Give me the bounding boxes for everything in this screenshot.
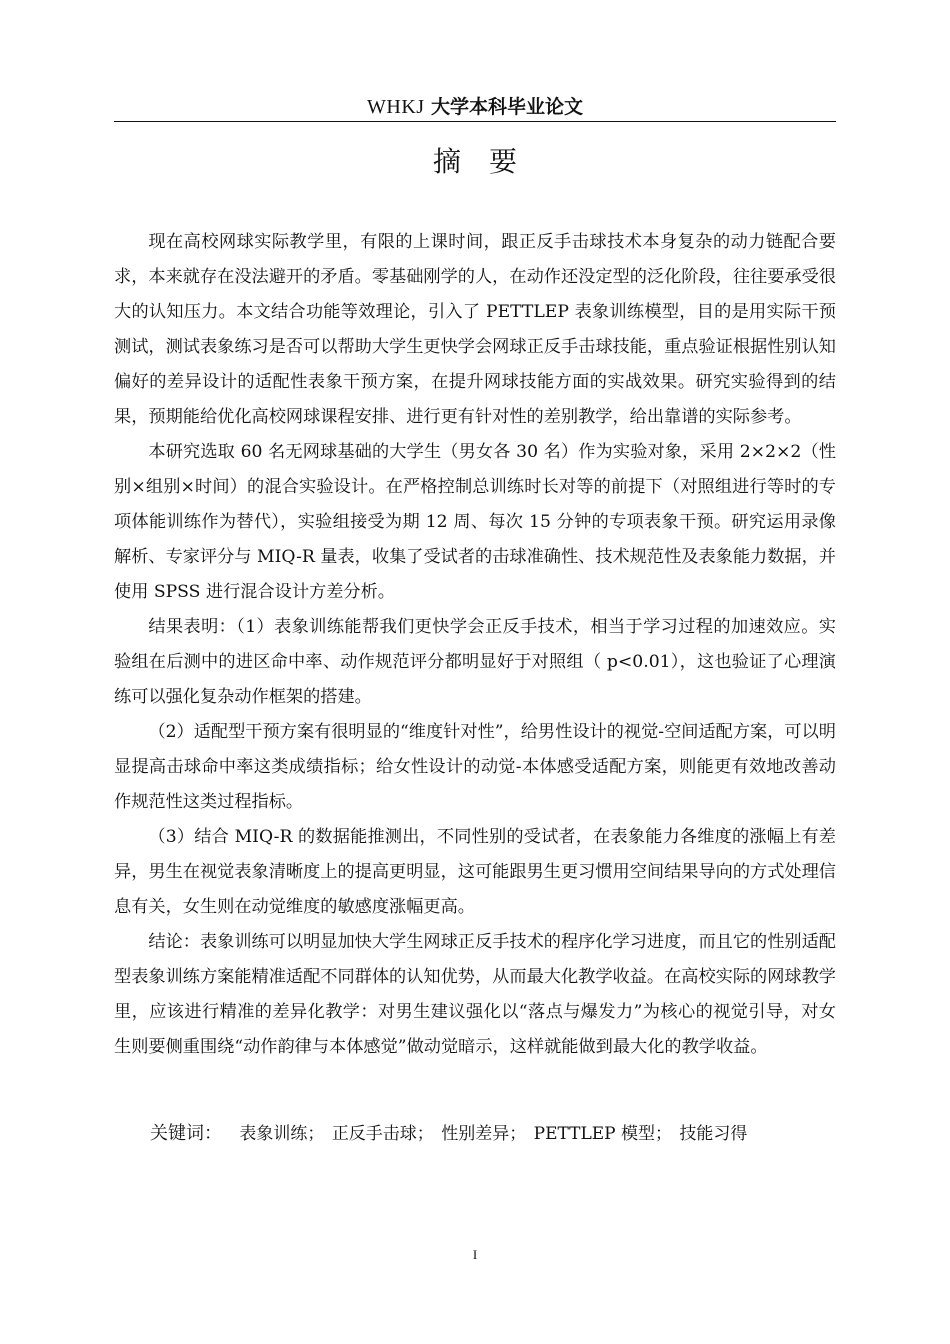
keyword-3: 性别差异； — [441, 1124, 527, 1144]
header-school: 大学本科毕业论文 — [430, 96, 583, 118]
abstract-paragraph-5: （3）结合 MIQ-R 的数据能推测出，不同性别的受试者，在表象能力各维度的涨幅上有差异，男生在视觉表象清晰度上的提高更明显，这可能跟男生更习惯用空间结果导向的方式处理信息有关，女生则在动觉维度的敏感度涨幅更高。 — [114, 827, 836, 917]
abstract-title: 摘要 — [432, 145, 545, 178]
keyword-5: 技能习得 — [679, 1124, 748, 1144]
keyword-4: PETTLEP 模型； — [533, 1124, 673, 1144]
abstract-body — [114, 225, 836, 1065]
abstract-paragraph-3: 结果表明：（1）表象训练能帮我们更快学会正反手技术，相当于学习过程的加速效应。实验组在后测中的进区命中率、动作规范评分都明显好于对照组（ p<0.01），这也验证了心理演练可以强化复杂动作框架的搭建。 — [114, 617, 836, 707]
abstract-paragraph-2: 本研究选取 60 名无网球基础的大学生（男女各 30 名）作为实验对象，采用 2×2×2（性别×组别×时间）的混合实验设计。在严格控制总训练时长对等的前提下（对照组进行等时的专项体能训练作为替代），实验组接受为期 12 周、每次 15 分钟的专项表象干预。研究运用录像解析、专家评分与 MIQ-R 量表，收集了受试者的击球准确性、技术规范性及表象能力数据，并使用 SPSS 进行混合设计方差分析。 — [114, 442, 836, 602]
abstract-paragraph-1: 现在高校网球实际教学里，有限的上课时间，跟正反手击球技术本身复杂的动力链配合要求，本来就存在没法避开的矛盾。零基础刚学的人，在动作还没定型的泛化阶段，往往要承受很大的认知压力。本文结合功能等效理论，引入了 PETTLEP 表象训练模型，目的是用实际干预测试，测试表象练习是否可以帮助大学生更快学会网球正反手击球技能，重点验证根据性别认知偏好的差异设计的适配性表象干预方案，在提升网球技能方面的实战效果。研究实验得到的结果，预期能给优化高校网球课程安排、进行更有针对性的差别教学，给出靠谱的实际参考。 — [114, 232, 836, 427]
header-code: WHKJ — [367, 96, 425, 118]
keywords-line — [150, 1116, 850, 1152]
keyword-2: 正反手击球； — [331, 1124, 434, 1144]
keywords-label: 关键词： — [150, 1123, 222, 1144]
page-number: I — [472, 1247, 478, 1262]
page-header — [114, 90, 836, 122]
header-rule — [114, 121, 836, 122]
abstract-paragraph-4: （2）适配型干预方案有很明显的“维度针对性”，给男性设计的视觉-空间适配方案，可以明显提高击球命中率这类成绩指标；给女性设计的动觉-本体感受适配方案，则能更有效地改善动作规范性这类过程指标。 — [114, 722, 836, 812]
keyword-1: 表象训练； — [239, 1124, 325, 1144]
abstract-paragraph-6: 结论：表象训练可以明显加快大学生网球正反手技术的程序化学习进度，而且它的性别适配型表象训练方案能精准适配不同群体的认知优势，从而最大化教学收益。在高校实际的网球教学里，应该进行精准的差异化教学：对男生建议强化以“落点与爆发力”为核心的视觉引导，对女生则要侧重围绕“动作韵律与本体感觉”做动觉暗示，这样就能做到最大化的教学收益。 — [114, 932, 836, 1057]
